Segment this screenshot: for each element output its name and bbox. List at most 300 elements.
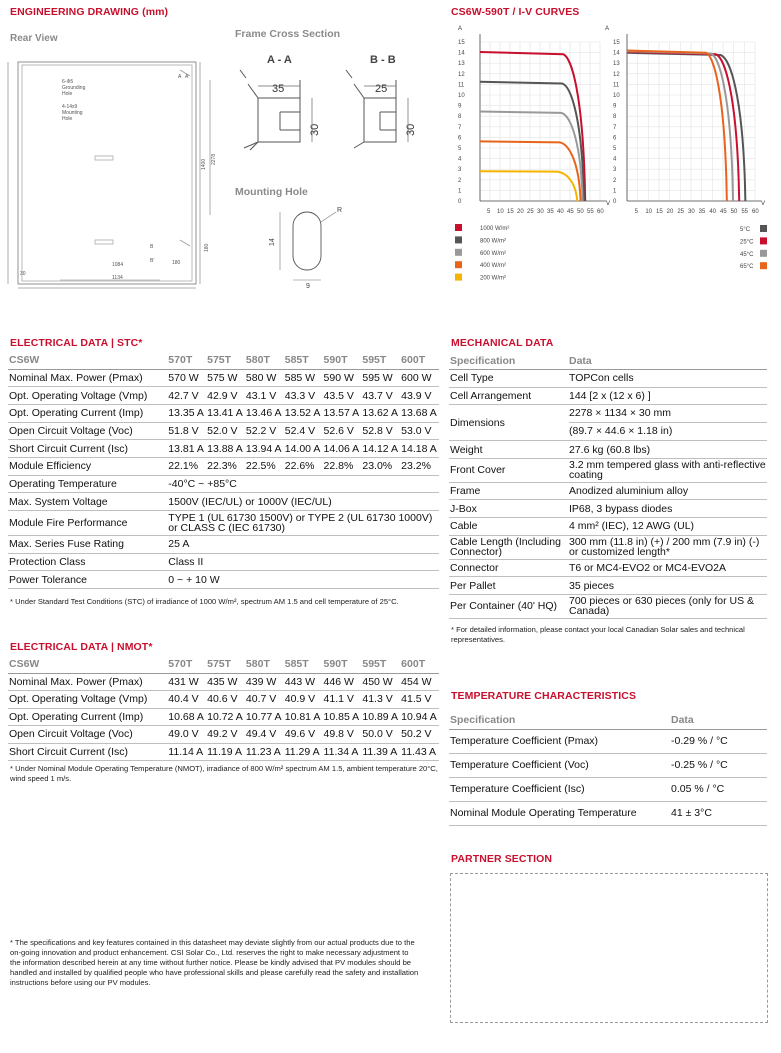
y-tick-label: 0 (613, 199, 617, 205)
table-row (449, 482, 767, 500)
row-label: Module Efficiency (8, 457, 167, 475)
legend-label: 45°C (740, 251, 754, 258)
x-unit-label: V (606, 201, 611, 207)
x-tick-label: 45 (720, 209, 727, 215)
section-aa-label: A - A (267, 54, 292, 66)
cell-value: 40.6 V (206, 691, 245, 709)
legend-swatch (455, 236, 462, 243)
cell-value: 450 W (361, 673, 400, 691)
cell-value: 25 A (167, 536, 439, 554)
cell-value: 41.1 V (323, 691, 362, 709)
x-tick-label: 55 (741, 209, 749, 215)
dim-label: 1084 (112, 262, 124, 268)
column-header: 575T (206, 352, 245, 369)
y-tick-label: 1 (613, 188, 617, 195)
cell-value: Class II (167, 553, 439, 571)
cell-value: 40.4 V (167, 691, 206, 709)
cell-value: 11.29 A (284, 743, 323, 761)
cell-value: 43.9 V (400, 387, 439, 405)
stc-title: ELECTRICAL DATA | STC* (10, 337, 143, 349)
table-row (8, 673, 439, 691)
row-label: Per Container (40' HQ) (449, 594, 568, 618)
row-label: Cell Type (449, 370, 568, 388)
dim-label: Hole (62, 116, 73, 122)
cell-value: 23.2% (400, 457, 439, 475)
cell-value: 435 W (206, 673, 245, 691)
cell-value: 10.85 A (323, 708, 362, 726)
cell-value: 595 W (361, 369, 400, 387)
cell-value: 41 ± 3°C (670, 801, 767, 825)
column-header: Specification (449, 711, 670, 729)
stc-table (8, 352, 439, 589)
row-label: Short Circuit Current (Isc) (8, 440, 167, 458)
hole-width-label: 9 (306, 283, 310, 290)
cell-value: 22.6% (284, 457, 323, 475)
cell-value: -0.29 % / °C (670, 729, 767, 753)
hole-radius-label: R (337, 207, 343, 214)
table-row (449, 594, 767, 618)
cell-value: 575 W (206, 369, 245, 387)
cell-value: 13.88 A (206, 440, 245, 458)
row-label: Max. System Voltage (8, 493, 167, 511)
row-label: Opt. Operating Current (Imp) (8, 708, 167, 726)
column-header: 590T (323, 352, 362, 369)
cell-value: -0.25 % / °C (670, 753, 767, 777)
table-row (8, 511, 439, 536)
cell-value: 14.12 A (361, 440, 400, 458)
row-label: Temperature Coefficient (Isc) (449, 777, 670, 801)
x-tick-label: 40 (557, 209, 564, 215)
cell-value: 52.4 V (284, 422, 323, 440)
mechanical-title: MECHANICAL DATA (451, 337, 554, 349)
y-tick-label: 7 (613, 124, 617, 131)
cell-value: 49.2 V (206, 726, 245, 744)
dim-label: 180 (204, 243, 210, 252)
cell-value: 53.0 V (400, 422, 439, 440)
cell-value: 13.41 A (206, 404, 245, 422)
dim-label: B (150, 244, 154, 250)
mounting-hole-label: Mounting Hole (235, 186, 308, 198)
y-tick-label: 5 (613, 146, 617, 152)
cell-value: Anodized aluminium alloy (568, 482, 767, 500)
iv-curve (627, 50, 727, 201)
table-row (449, 500, 767, 518)
column-header: 570T (167, 656, 206, 673)
column-header: 595T (361, 352, 400, 369)
cell-value: 1500V (IEC/UL) or 1000V (IEC/UL) (167, 493, 439, 511)
row-label: Temperature Coefficient (Pmax) (449, 729, 670, 753)
dim-label: 6-Φ5 (62, 79, 74, 85)
cell-value: 35 pieces (568, 577, 767, 595)
row-label: Cable (449, 518, 568, 536)
table-row (8, 691, 439, 709)
column-header: 585T (284, 656, 323, 673)
column-header: 585T (284, 352, 323, 369)
dim-label: 1134 (112, 275, 123, 281)
y-tick-label: 1 (458, 188, 462, 195)
cell-value: 14.00 A (284, 440, 323, 458)
row-label: Protection Class (8, 553, 167, 571)
column-header: 580T (245, 656, 284, 673)
mechanical-table (449, 352, 767, 619)
x-tick-label: 30 (688, 209, 695, 215)
cell-value: 13.81 A (167, 440, 206, 458)
row-label: Operating Temperature (8, 475, 167, 493)
table-row (449, 535, 767, 559)
table-row (8, 493, 439, 511)
table-row (8, 726, 439, 744)
row-label: Short Circuit Current (Isc) (8, 743, 167, 761)
cell-value: 3.2 mm tempered glass with anti-reflective coating (569, 459, 766, 482)
cell-value: 454 W (400, 673, 439, 691)
table-header-label: CS6W (8, 656, 167, 673)
cell-value: 580 W (245, 369, 284, 387)
table-row (449, 729, 767, 753)
cell-value: 11.19 A (206, 743, 245, 761)
legend-label: 65°C (740, 264, 754, 271)
row-label: Per Pallet (449, 577, 568, 595)
cell-value: 51.8 V (167, 422, 206, 440)
legend-swatch (455, 261, 462, 268)
x-tick-label: 55 (587, 209, 594, 215)
legend-swatch (455, 224, 462, 231)
cell-value: 50.0 V (361, 726, 400, 744)
y-tick-label: 15 (458, 40, 465, 46)
cell-value: 11.34 A (323, 743, 362, 761)
table-row (8, 440, 439, 458)
x-tick-label: 15 (656, 209, 663, 215)
table-row (449, 577, 767, 595)
aa-width-label: 35 (272, 83, 285, 95)
cell-value: 10.77 A (245, 708, 284, 726)
x-tick-label: 5 (634, 209, 639, 215)
cell-value: 13.94 A (245, 440, 284, 458)
cell-value: 0.05 % / °C (670, 777, 767, 801)
cell-value: 11.43 A (400, 743, 439, 761)
footer-note: * The specifications and key features contained in this datasheet may deviate slightly from our actual products due to the on-going innovation and product enhancement. CSI Solar Co., Ltd. reserves the right to make necessary adjustment to the information described herein at any time without further notice. Please be kindly advised that PV modules should be handled and installed by qualified people who have professional skills and please carefully read the safety and installation instructions before using our PV modules. (10, 938, 419, 987)
iv-curves-title: CS6W-590T / I-V CURVES (451, 6, 580, 18)
cell-value: 439 W (245, 673, 284, 691)
column-header: 600T (400, 352, 439, 369)
cell-value: 4 mm² (IEC), 12 AWG (UL) (568, 518, 767, 536)
cell-value: 431 W (167, 673, 206, 691)
cell-value: 443 W (284, 673, 323, 691)
legend-swatch (760, 250, 767, 257)
table-row (449, 387, 767, 405)
y-tick-label: 13 (613, 61, 620, 68)
iv-curves-chart (440, 20, 775, 290)
row-label: Cell Arrangement (449, 387, 568, 405)
row-label: Open Circuit Voltage (Voc) (8, 422, 167, 440)
cell-value: TOPCon cells (568, 370, 767, 388)
table-row (8, 708, 439, 726)
dim-label: 180 (172, 260, 181, 266)
cell-value: 52.6 V (323, 422, 362, 440)
column-header: 570T (167, 352, 206, 369)
temperature-table (449, 711, 767, 826)
dim-label: B' (150, 258, 155, 264)
dim-label: 1400 (201, 158, 207, 170)
cell-value: 600 W (400, 369, 439, 387)
x-tick-label: 20 (517, 209, 524, 215)
cell-value: 27.6 kg (60.8 lbs) (568, 441, 767, 459)
row-label: Temperature Coefficient (Voc) (449, 753, 670, 777)
cell-value: TYPE 1 (UL 61730 1500V) or TYPE 2 (UL 61730 1000V) or CLASS C (IEC 61730) (167, 511, 439, 536)
cell-line: (89.7 × 44.6 × 1.18 in) (569, 425, 673, 438)
cell-value: 43.1 V (245, 387, 284, 405)
table-row (8, 387, 439, 405)
y-tick-label: 3 (613, 167, 617, 174)
mounting-hole-drawing (280, 212, 336, 280)
iv-curve (480, 171, 577, 201)
x-tick-label: 10 (645, 209, 653, 215)
x-tick-label: 60 (752, 209, 759, 215)
cell-value: 13.68 A (400, 404, 439, 422)
frame-cross-section-label: Frame Cross Section (235, 28, 341, 40)
row-label: Opt. Operating Current (Imp) (8, 404, 167, 422)
cell-value: 42.9 V (206, 387, 245, 405)
y-tick-label: 7 (458, 124, 462, 131)
dim-label: 30 (20, 271, 26, 277)
x-tick-label: 35 (547, 209, 554, 215)
section-bb-drawing (346, 70, 396, 148)
cell-value: 43.3 V (284, 387, 323, 405)
column-header: 575T (206, 656, 245, 673)
row-label: Cable Length (Including Connector) (449, 535, 568, 559)
y-tick-label: 4 (613, 156, 617, 163)
y-tick-label: 5 (458, 146, 462, 152)
row-label: Weight (449, 441, 568, 459)
legend-swatch (760, 262, 767, 269)
y-tick-label: 12 (458, 71, 465, 78)
y-tick-label: 8 (458, 114, 462, 121)
cell-value: IP68, 3 bypass diodes (568, 500, 767, 518)
y-unit-label: A (458, 26, 463, 32)
cell-value: 13.57 A (323, 404, 362, 422)
x-tick-label: 15 (507, 209, 514, 215)
y-tick-label: 13 (458, 61, 465, 68)
y-tick-label: 10 (458, 93, 465, 99)
x-tick-label: 5 (487, 209, 491, 215)
table-row (449, 518, 767, 536)
x-tick-label: 60 (597, 209, 604, 215)
rear-view-drawing (8, 62, 210, 288)
legend-swatch (455, 249, 462, 256)
cell-value: 11.39 A (361, 743, 400, 761)
partner-box (450, 873, 768, 1023)
cell-value: 13.52 A (284, 404, 323, 422)
mechanical-note: * For detailed information, please contact your local Canadian Solar sales and technical representatives. (451, 625, 745, 644)
dim-label: A (185, 74, 189, 80)
legend-label: 5°C (740, 227, 751, 233)
cell-value: 570 W (167, 369, 206, 387)
legend-swatch (455, 274, 462, 281)
row-label: Frame (449, 482, 568, 500)
table-row (8, 422, 439, 440)
rear-view-label: Rear View (10, 33, 58, 44)
row-label: Max. Series Fuse Rating (8, 536, 167, 554)
legend-label: 600 W/m² (480, 250, 507, 257)
nmot-table (8, 656, 439, 761)
y-tick-label: 2 (613, 177, 617, 184)
y-tick-label: 15 (613, 40, 620, 46)
table-row (8, 457, 439, 475)
engineering-drawing-title: ENGINEERING DRAWING (mm) (10, 6, 169, 18)
dim-label: A (178, 74, 182, 80)
row-label: Dimensions (449, 405, 568, 441)
x-unit-label: V (761, 201, 766, 207)
cell-value: 446 W (323, 673, 362, 691)
y-tick-label: 4 (458, 156, 462, 163)
table-row (449, 405, 767, 441)
table-row (449, 441, 767, 459)
row-label: Nominal Max. Power (Pmax) (8, 369, 167, 387)
legend-label: 800 W/m² (480, 238, 507, 245)
section-aa-drawing (240, 70, 300, 150)
table-row (449, 370, 767, 388)
cell-value: 40.7 V (245, 691, 284, 709)
table-row (8, 571, 439, 589)
y-tick-label: 14 (458, 50, 465, 57)
row-label: Opt. Operating Voltage (Vmp) (8, 387, 167, 405)
cell-value: 22.8% (323, 457, 362, 475)
dim-label: 2278 (211, 153, 217, 165)
cell-value: 0 ~ + 10 W (167, 571, 439, 589)
bb-height-label: 30 (405, 123, 417, 136)
y-tick-label: 2 (458, 177, 462, 184)
table-row (449, 559, 767, 577)
aa-height-label: 30 (309, 123, 321, 136)
y-tick-label: 11 (458, 82, 465, 89)
stc-note: * Under Standard Test Conditions (STC) of irradiance of 1000 W/m², spectrum AM 1.5 and cell temperature of 25°C. (10, 597, 399, 606)
x-tick-label: 45 (567, 209, 574, 215)
row-label: Connector (449, 559, 568, 577)
column-header: 590T (323, 656, 362, 673)
legend-label: 25°C (740, 239, 754, 246)
y-tick-label: 3 (458, 167, 462, 174)
cell-value: 10.89 A (361, 708, 400, 726)
cell-value: 13.46 A (245, 404, 284, 422)
legend-label: 1000 W/m² (480, 226, 510, 232)
row-label: Nominal Module Operating Temperature (449, 801, 670, 825)
engineering-drawing (0, 40, 440, 290)
nmot-title: ELECTRICAL DATA | NMOT* (10, 641, 153, 653)
cell-value: 49.6 V (284, 726, 323, 744)
column-header: 600T (400, 656, 439, 673)
cell-value: 14.18 A (400, 440, 439, 458)
hole-length-label: 14 (269, 238, 276, 246)
cell-value: 700 pieces or 630 pieces (only for US & Canada) (568, 594, 767, 618)
cell-value: 590 W (323, 369, 362, 387)
table-row (8, 369, 439, 387)
table-row (8, 404, 439, 422)
y-tick-label: 12 (613, 71, 620, 78)
y-tick-label: 9 (458, 103, 462, 110)
cell-value: 52.8 V (361, 422, 400, 440)
column-header: Data (568, 352, 767, 370)
cell-value: 42.7 V (167, 387, 206, 405)
cell-value: 41.5 V (400, 691, 439, 709)
x-tick-label: 50 (577, 209, 584, 215)
y-tick-label: 6 (458, 135, 462, 142)
table-row (8, 536, 439, 554)
cell-value (568, 405, 767, 441)
dim-label: 4-14x9 (62, 104, 78, 110)
y-tick-label: 9 (613, 103, 617, 110)
cell-value: 11.23 A (245, 743, 284, 761)
cell-value: 41.3 V (361, 691, 400, 709)
table-row (449, 753, 767, 777)
row-label: Open Circuit Voltage (Voc) (8, 726, 167, 744)
table-row (449, 801, 767, 825)
cell-value: 300 mm (11.8 in) (+) / 200 mm (7.9 in) (-) or customized length* (568, 535, 767, 559)
cell-value: 40.9 V (284, 691, 323, 709)
legend-swatch (760, 225, 767, 232)
row-label: Power Tolerance (8, 571, 167, 589)
dim-label: Hole (62, 91, 73, 97)
cell-value: -40°C ~ +85°C (167, 475, 439, 493)
cell-value: 49.8 V (323, 726, 362, 744)
table-row (449, 458, 767, 482)
cell-value: 10.72 A (206, 708, 245, 726)
cell-value: 23.0% (361, 457, 400, 475)
cell-value: 10.81 A (284, 708, 323, 726)
cell-value: 52.2 V (245, 422, 284, 440)
x-tick-label: 30 (537, 209, 544, 215)
row-label: J-Box (449, 500, 568, 518)
cell-value: 50.2 V (400, 726, 439, 744)
cell-value: 10.68 A (167, 708, 206, 726)
column-header: Data (670, 711, 767, 729)
x-tick-label: 25 (527, 209, 534, 215)
table-row (8, 553, 439, 571)
table-row (8, 475, 439, 493)
section-bb-label: B - B (370, 54, 396, 66)
iv-curve (480, 112, 583, 201)
bb-width-label: 25 (375, 83, 388, 95)
cell-value: 10.94 A (400, 708, 439, 726)
cell-value: 49.0 V (167, 726, 206, 744)
temperature-title: TEMPERATURE CHARACTERISTICS (451, 690, 637, 702)
cell-value: 22.1% (167, 457, 206, 475)
cell-value: 43.5 V (323, 387, 362, 405)
cell-value: 13.62 A (361, 404, 400, 422)
cell-value: 22.5% (245, 457, 284, 475)
cell-line: 2278 × 1134 × 30 mm (569, 405, 767, 423)
x-tick-label: 10 (497, 209, 504, 215)
cell-value: 52.0 V (206, 422, 245, 440)
table-row (8, 743, 439, 761)
y-tick-label: 11 (613, 82, 620, 89)
cell-value: 49.4 V (245, 726, 284, 744)
x-tick-label: 25 (677, 209, 685, 215)
cell-value: 144 [2 x (12 x 6) ] (568, 387, 767, 405)
partner-title: PARTNER SECTION (451, 853, 553, 865)
dim-label: Grounding (62, 85, 86, 91)
cell-value: 585 W (284, 369, 323, 387)
x-tick-label: 20 (666, 209, 674, 215)
legend-swatch (760, 237, 767, 244)
column-header: Specification (449, 352, 568, 370)
cell-value: 11.14 A (167, 743, 206, 761)
legend-label: 200 W/m² (480, 275, 507, 282)
column-header: 595T (361, 656, 400, 673)
y-tick-label: 6 (613, 135, 617, 142)
row-label: Nominal Max. Power (Pmax) (8, 673, 167, 691)
y-tick-label: 0 (458, 199, 462, 205)
dim-label: Mounting (62, 110, 83, 116)
table-header-label: CS6W (8, 352, 167, 369)
